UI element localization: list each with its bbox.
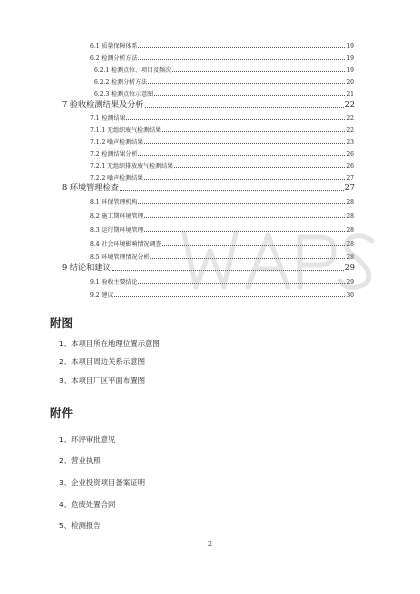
toc-entry-label: 8 环境管理检查 [62, 182, 119, 192]
toc-page-number: 22 [346, 115, 354, 122]
toc-entry[interactable] [90, 53, 354, 62]
attachment-item: 3、企业投资项目备案证明 [59, 478, 146, 487]
attachment-item: 4、危废处置合同 [59, 500, 116, 509]
toc-entry-label: 7.2.2 噪声检测结果 [90, 175, 144, 182]
toc-page-number: 28 [346, 241, 354, 248]
toc-entry-label: 8.3 运行期环境管理 [90, 227, 144, 234]
toc-entry[interactable] [62, 99, 355, 110]
toc-leader [138, 47, 345, 48]
attachment-item: 5、检测报告 [59, 521, 101, 530]
toc-page-number: 19 [346, 55, 354, 62]
toc-page-number: 28 [346, 199, 354, 206]
toc-page-number: 30 [346, 292, 354, 299]
toc-page-number: 20 [346, 79, 354, 86]
page-number: 2 [207, 540, 213, 548]
toc-page-number: 28 [346, 254, 354, 261]
toc-entry-label: 7.1 检测结果 [90, 115, 126, 122]
toc-page-number: 26 [346, 163, 354, 170]
toc-leader [120, 190, 344, 191]
toc-entry[interactable] [94, 89, 354, 98]
toc-leader [148, 83, 345, 84]
figure-item: 2、本项目周边关系示意图 [59, 357, 146, 366]
toc-page-number: 27 [344, 182, 355, 192]
toc-entry-label: 9 结论和建议 [62, 262, 111, 272]
toc-leader [144, 179, 345, 180]
toc-entry[interactable] [90, 137, 354, 146]
toc-entry-label: 6.1 质量保障体系 [90, 43, 138, 50]
toc-page-number: 29 [344, 262, 355, 272]
toc-entry-label: 6.2.2 检测分析方法 [94, 79, 148, 86]
figures-heading: 附图 [50, 316, 73, 330]
attachment-item: 2、营业执照 [59, 456, 101, 465]
attachment-item: 1、环评审批意见 [59, 435, 116, 444]
toc-entry-label: 6.2 检测分析方法 [90, 55, 138, 62]
toc-entry-label: 8.4 社会环境影响情况调查 [90, 241, 162, 248]
toc-entry-label: 8.1 环保管理机构 [90, 199, 138, 206]
toc-entry[interactable] [90, 113, 354, 122]
toc-leader [172, 71, 345, 72]
toc-leader [126, 119, 345, 120]
toc-entry-label: 7.1.1 无组织废气检测结果 [90, 127, 162, 134]
toc-entry-label: 7.2.1 无组织排放废气检测结果 [90, 163, 174, 170]
toc-page-number: 22 [344, 99, 355, 109]
toc-leader [138, 203, 345, 204]
toc-leader [174, 167, 345, 168]
toc-leader [154, 95, 345, 96]
toc-leader [138, 59, 345, 60]
toc-page-number: 23 [346, 139, 354, 146]
toc-leader [144, 143, 345, 144]
toc-entry[interactable] [94, 77, 354, 86]
toc-page-number: 26 [346, 151, 354, 158]
toc-entry[interactable] [90, 149, 354, 158]
toc-entry-label: 7 验收检测结果及分析 [62, 99, 144, 109]
toc-leader [145, 107, 344, 108]
figure-item: 3、本项目厂区平面布置图 [59, 376, 146, 385]
toc-page-number: 19 [346, 43, 354, 50]
toc-page-number: 28 [346, 227, 354, 234]
toc-page-number: 28 [346, 213, 354, 220]
toc-entry-label: 9.1 验收主要结论 [90, 279, 138, 286]
toc-entry-label: 6.2.3 检测点位示意图 [94, 91, 154, 98]
toc-entry[interactable] [62, 182, 355, 193]
toc-page-number: 27 [346, 175, 354, 182]
toc-entry-label: 8.5 环境管理情况分析 [90, 254, 150, 261]
toc-entry[interactable] [90, 161, 354, 170]
toc-entry-label: 7.2 检测结果分析 [90, 151, 138, 158]
figure-item: 1、本项目所在地理位置示意图 [59, 339, 160, 348]
toc-entry[interactable] [94, 65, 354, 74]
toc-page-number: 19 [346, 67, 354, 74]
toc-entry-label: 9.2 建议 [90, 292, 114, 299]
toc-leader [162, 131, 345, 132]
toc-entry-label: 8.2 施工期环境管理 [90, 213, 144, 220]
toc-entry[interactable] [90, 125, 354, 134]
attachments-heading: 附件 [50, 406, 73, 420]
toc-page-number: 21 [346, 91, 354, 98]
toc-entry-label: 6.2.1 检测点位、项目及频次 [94, 67, 172, 74]
toc-entry[interactable] [90, 41, 354, 50]
toc-page-number: 29 [346, 279, 354, 286]
toc-entry[interactable] [90, 173, 354, 182]
toc-entry-label: 7.1.2 噪声检测结果 [90, 139, 144, 146]
toc-page-number: 22 [346, 127, 354, 134]
waps-watermark-logo [178, 205, 378, 315]
toc-leader [138, 155, 345, 156]
